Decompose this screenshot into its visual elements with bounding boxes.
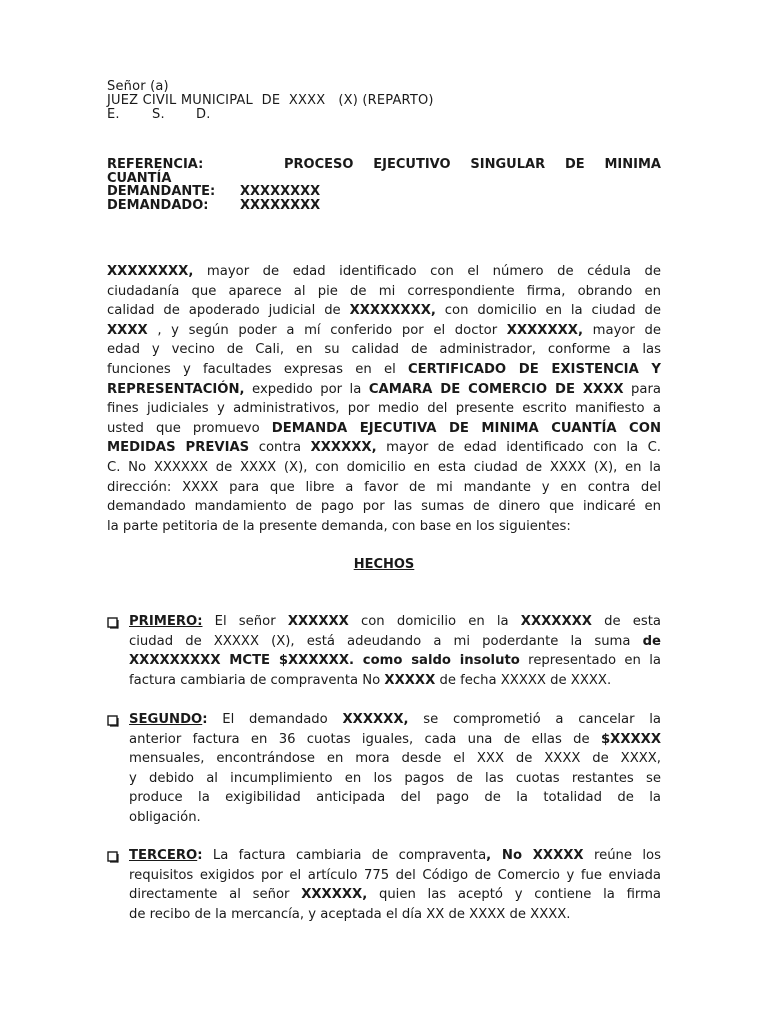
ref-value-cont: CUANTÍA: [107, 171, 172, 186]
client-name: XXXXXXXX,: [349, 303, 436, 319]
ref-label: REFERENCIA:: [107, 157, 204, 172]
text-run: factura cambiaria de compraventa No: [129, 672, 385, 688]
salutation: Señor (a): [107, 79, 169, 94]
text-bold: XXXXXXX: [520, 614, 592, 629]
item-line: [129, 730, 661, 750]
text-run: quien las aceptó y contiene la firma: [367, 887, 661, 903]
esd-s: S.: [152, 107, 165, 122]
text-run: contra: [249, 440, 311, 456]
text-bold: de: [642, 633, 661, 649]
text-run: con domicilio en la ciudad de: [435, 303, 661, 319]
text-run: de esta: [591, 614, 662, 629]
hecho-primero: [129, 612, 661, 690]
text-run: ciudad de XXXXX (X), está adeudando a mi poderdante la suma: [129, 633, 643, 649]
text-run: con domicilio en la: [348, 614, 521, 629]
checkbox-bullet-icon: [107, 617, 119, 629]
intro-line: la parte petitoria de la presente demanda, con base en los siguientes:: [107, 518, 571, 534]
text-run: directamente al señor: [129, 887, 302, 903]
text-run: representado en la: [519, 653, 662, 669]
doctor-name: XXXXXXX,: [506, 322, 583, 338]
ref-w4: DE: [564, 157, 585, 172]
item-line: [129, 671, 661, 691]
item-line: [129, 651, 661, 671]
item-line: [129, 632, 661, 652]
defendant-name: XXXXXX,: [310, 440, 377, 456]
amount-text: XXXXXXXXX MCTE $XXXXXX. como saldo insoluto: [129, 653, 520, 669]
text-run: reúne los: [583, 848, 661, 863]
ref-w1: PROCESO: [284, 157, 354, 172]
demandante-value: XXXXXXXX: [240, 184, 321, 199]
intro-line: [107, 262, 661, 282]
text-run: La factura cambiaria de compraventa: [202, 848, 487, 863]
text-run: mayor de: [582, 322, 661, 338]
item-label: TERCERO: [129, 848, 198, 863]
text-run: se comprometió a cancelar la: [408, 712, 662, 727]
hecho-segundo: [129, 710, 661, 828]
text-bold: $XXXXX: [600, 731, 661, 747]
item-line: y debido al incumplimiento en los pagos de las cuotas restantes se: [129, 770, 661, 786]
intro-line: [107, 419, 661, 439]
item-label-colon: :: [197, 848, 203, 863]
ref-w2: EJECUTIVO: [373, 157, 451, 172]
text-run: funciones y facultades expresas en el: [107, 361, 408, 377]
item-line: [129, 612, 661, 632]
item-label-colon: :: [202, 712, 208, 727]
item-label: SEGUNDO: [129, 712, 203, 727]
text-run: de fecha XXXXX de XXXX.: [435, 672, 612, 688]
intro-line: edad y vecino de Cali, en su calidad de administrador, conforme a las: [107, 342, 661, 358]
item-line: requisitos exigidos por el artículo 775 del Código de Comercio y fue enviada: [129, 867, 661, 883]
text-bold: XXXXX: [384, 672, 436, 688]
attorney-name: XXXXXXXX,: [107, 264, 194, 279]
intro-line: [107, 438, 661, 458]
intro-line: demandado mandamiento de pago por las sumas de dinero que indicaré en: [107, 499, 661, 515]
text-run: expedido por la: [244, 381, 369, 397]
intro-line: [107, 301, 661, 321]
text-run: , y según poder a mí conferido por el doctor: [147, 322, 507, 338]
text-run: mayor de edad identificado con la C.: [376, 440, 661, 456]
text-run: usted que promuevo: [107, 420, 272, 436]
intro-line: [107, 321, 661, 341]
text-run: calidad de apoderado judicial de: [107, 303, 350, 319]
claim-type-cont: MEDIDAS PREVIAS: [107, 440, 250, 456]
text-bold: XXXXXX,: [301, 887, 368, 903]
certificate-name: CERTIFICADO DE EXISTENCIA Y: [408, 361, 661, 377]
checkbox-bullet-icon: [107, 851, 119, 863]
text-run: El demandado: [207, 712, 343, 727]
item-line: de recibo de la mercancía, y aceptada el día XX de XXXX de XXXX.: [129, 906, 571, 922]
item-line: [129, 846, 661, 866]
intro-line: [107, 360, 661, 380]
ref-w3: SINGULAR: [470, 157, 546, 172]
hechos-title: HECHOS: [353, 557, 415, 572]
item-label: PRIMERO:: [129, 614, 203, 629]
item-line: mensuales, encontrándose en mora desde el XXX de XXXX de XXXX,: [129, 751, 661, 767]
text-run: El señor: [202, 614, 288, 629]
demandado-value: XXXXXXXX: [240, 198, 321, 213]
text-run: mayor de edad identificado con el número de cédula de: [193, 264, 661, 279]
claim-type: DEMANDA EJECUTIVA DE MINIMA CUANTÍA CON: [271, 420, 661, 436]
ref-w5: MINIMA: [604, 157, 661, 172]
checkbox-bullet-icon: [107, 715, 119, 727]
text-bold: XXXXXX: [287, 614, 349, 629]
demandado-label: DEMANDADO:: [107, 198, 209, 213]
intro-line: C. No XXXXXX de XXXX (X), con domicilio en esta ciudad de XXXX (X), en la: [107, 459, 661, 475]
text-bold: XXXXXX,: [342, 712, 409, 727]
intro-paragraph: [107, 262, 661, 536]
text-bold: , No XXXXX: [486, 848, 584, 863]
item-line: [129, 885, 661, 905]
addressee: JUEZ CIVIL MUNICIPAL DE XXXX (X) (REPARTO): [107, 93, 434, 108]
city-name: XXXX: [107, 322, 148, 338]
demandante-label: DEMANDANTE:: [107, 184, 216, 199]
chamber-name: CAMARA DE COMERCIO DE XXXX: [368, 381, 624, 397]
esd-e: E.: [107, 107, 120, 122]
item-line: produce la exigibilidad anticipada del pago de la totalidad de la: [129, 790, 661, 806]
item-line: obligación.: [129, 809, 201, 825]
text-run: anterior factura en 36 cuotas iguales, cada una de ellas de: [129, 731, 601, 747]
intro-line: fines judiciales y administrativos, por medio del presente escrito manifiesto a: [107, 401, 661, 417]
esd-d: D.: [196, 107, 211, 122]
certificate-name-cont: REPRESENTACIÓN,: [107, 381, 245, 397]
intro-line: [107, 380, 661, 400]
ref-value: [284, 158, 661, 172]
text-run: para: [623, 381, 661, 397]
item-line: [129, 710, 661, 730]
hecho-tercero: [129, 846, 661, 924]
intro-line: ciudadanía que aparece al pie de mi correspondiente firma, obrando en: [107, 283, 661, 299]
intro-line: dirección: XXXX para que libre a favor de mi mandante y en contra del: [107, 479, 661, 495]
